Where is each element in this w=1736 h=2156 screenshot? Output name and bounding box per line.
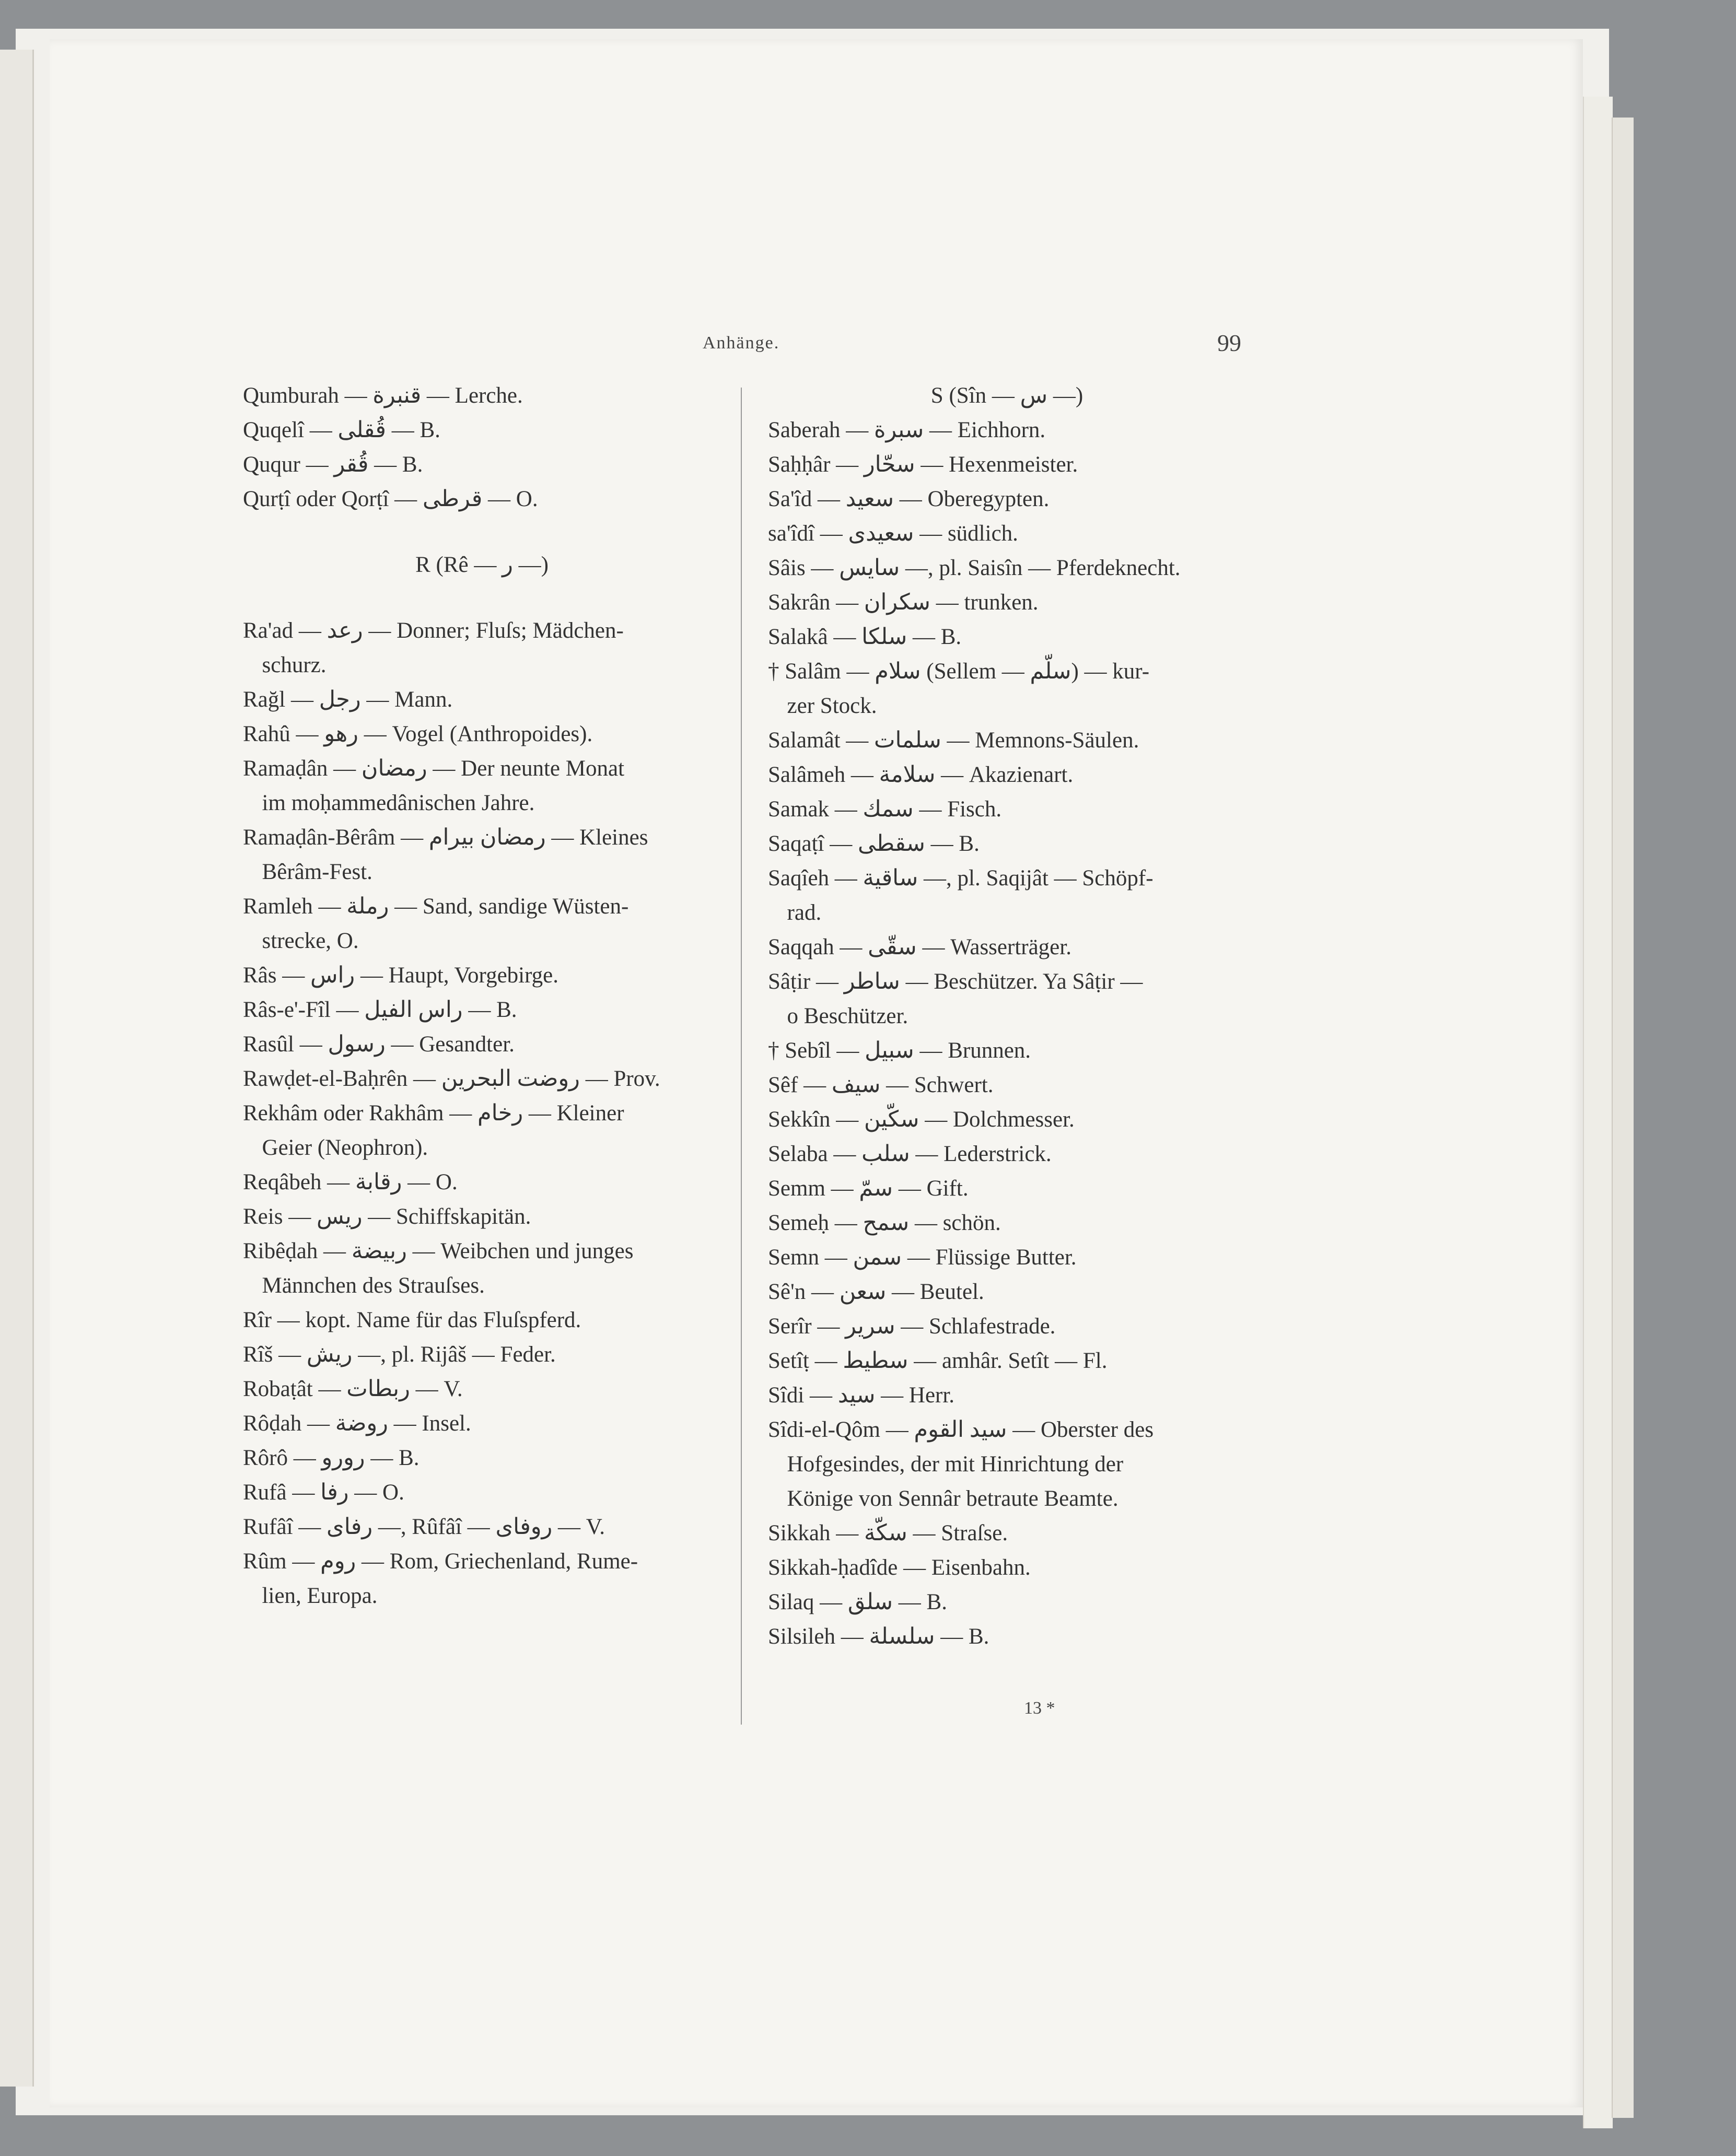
glossary-entry: Setîṭ — سطيط — amhâr. Setît — Fl. [768, 1349, 1108, 1373]
glossary-entry: Ramleh — رملة — Sand, sandige Wüsten- [243, 894, 629, 919]
section-heading: S (Sîn — س —) [930, 383, 1083, 408]
glossary-entry: Rîš — ريش —, pl. Rijâš — Feder. [243, 1342, 556, 1367]
glossary-entry: Samak — سمك — Fisch. [768, 797, 1002, 822]
glossary-entry: Saqîeh — ساقية —, pl. Saqijât — Schöpf- [768, 866, 1154, 890]
entry-continuation: Könige von Sennâr betraute Beamte. [787, 1486, 1119, 1511]
glossary-entry: Rawḍet-el-Baḥrên — روضت البحرين — Prov. [243, 1067, 660, 1091]
glossary-entry: sa'îdî — سعيدى — südlich. [768, 521, 1018, 546]
entry-continuation: Hofgesindes, der mit Hinrichtung der [787, 1452, 1124, 1477]
glossary-entry: Rôḍah — روضة — Insel. [243, 1411, 471, 1436]
glossary-entry: Qumburah — قنبرة — Lerche. [243, 383, 523, 408]
glossary-entry: Saqqah — سقّى — Wasserträger. [768, 935, 1071, 959]
entry-continuation: Geier (Neophron). [262, 1135, 428, 1160]
glossary-entry: Saqaṭî — سقطى — B. [768, 831, 980, 856]
glossary-entry: Sêf — سيف — Schwert. [768, 1073, 994, 1097]
column-rule [741, 388, 742, 1725]
entry-continuation: Männchen des Strauſses. [262, 1273, 485, 1298]
left-column [243, 379, 721, 1613]
page-number: 99 [1217, 330, 1241, 356]
section-heading: R (Rê — ر —) [415, 553, 549, 577]
page-stack-edge-outer [1612, 118, 1634, 2118]
entry-continuation: zer Stock. [787, 694, 877, 718]
glossary-entry: Qurṭî oder Qorṭî — قرطى — O. [243, 487, 538, 511]
facing-page-edge [0, 50, 34, 2087]
glossary-entry: Sîdi-el-Qôm — سيد القوم — Oberster des [768, 1417, 1154, 1442]
glossary-entry: Ramaḍân — رمضان — Der neunte Monat [243, 756, 625, 781]
glossary-entry: Saḥḥâr — سحّار — Hexenmeister. [768, 452, 1078, 477]
glossary-entry: Salakâ — سلكا — B. [768, 625, 962, 649]
glossary-entry: Sekkîn — سكّين — Dolchmesser. [768, 1107, 1075, 1132]
glossary-entry: Ra'ad — رعد — Donner; Fluſs; Mädchen- [243, 618, 624, 643]
spacer [243, 517, 721, 548]
glossary-entry: Sikkah-ḥadîde — Eisenbahn. [768, 1555, 1031, 1580]
glossary-entry: Rekhâm oder Rakhâm — رخام — Kleiner [243, 1101, 624, 1126]
glossary-entry: Sê'n — سعن — Beutel. [768, 1280, 984, 1304]
glossary-entry: Robaṭât — ربطات — V. [243, 1377, 463, 1401]
glossary-entry: Rahû — رهو — Vogel (Anthropoides). [243, 722, 593, 746]
glossary-entry: Quqelî — قُقلى — B. [243, 418, 440, 442]
glossary-entry: Râs-e'-Fîl — راس الفيل — B. [243, 998, 517, 1022]
entry-continuation: schurz. [262, 653, 327, 677]
glossary-entry: Rağl — رجل — Mann. [243, 687, 453, 712]
glossary-entry: Reis — ريس — Schiffskapitän. [243, 1204, 531, 1229]
glossary-entry: Rufâî — رفاى —, Rûfâî — روفاى — V. [243, 1515, 605, 1539]
glossary-entry: Rasûl — رسول — Gesandter. [243, 1032, 515, 1057]
glossary-entry: Ribêḍah — ربيضة — Weibchen und junges [243, 1239, 634, 1263]
glossary-entry: Ququr — قُقر — B. [243, 452, 423, 477]
page-stack-edge [1583, 97, 1613, 2128]
running-head: Anhänge. [703, 333, 780, 353]
glossary-entry: Ramaḍân-Bêrâm — رمضان بيرام — Kleines [243, 825, 648, 850]
entry-continuation: Bêrâm-Fest. [262, 860, 372, 884]
glossary-entry: Râs — راس — Haupt, Vorgebirge. [243, 963, 558, 988]
glossary-entry: Sa'îd — سعيد — Oberegypten. [768, 487, 1050, 511]
glossary-entry: Sâṭir — ساطر — Beschützer. Ya Sâṭir — [768, 969, 1143, 994]
glossary-entry: Reqâbeh — رقابة — O. [243, 1170, 458, 1194]
glossary-entry: Sikkah — سكّة — Straſse. [768, 1521, 1008, 1545]
entry-continuation: im moḥammedânischen Jahre. [262, 791, 535, 815]
entry-continuation: o Beschützer. [787, 1004, 908, 1028]
glossary-entry: Sîdi — سيد — Herr. [768, 1383, 955, 1408]
glossary-entry: Rufâ — رفا — O. [243, 1480, 404, 1505]
glossary-entry: Silsileh — سلسلة — B. [768, 1624, 989, 1649]
glossary-entry: † Salâm — سلام (Sellem — سلّم) — kur- [768, 659, 1150, 684]
glossary-entry: Rûm — روم — Rom, Griechenland, Rume- [243, 1549, 638, 1574]
spacer [243, 582, 721, 614]
right-column [768, 379, 1246, 1654]
signature-mark: 13 * [1024, 1698, 1055, 1718]
entry-continuation: lien, Europa. [262, 1584, 378, 1608]
glossary-entry: Semm — سمّ — Gift. [768, 1176, 969, 1201]
glossary-entry: Rîr — kopt. Name für das Fluſspferd. [243, 1308, 581, 1332]
glossary-entry: Semeḥ — سمح — schön. [768, 1211, 1001, 1235]
glossary-entry: † Sebîl — سبيل — Brunnen. [768, 1038, 1031, 1063]
glossary-entry: Semn — سمن — Flüssige Butter. [768, 1245, 1077, 1270]
glossary-entry: Saberah — سبرة — Eichhorn. [768, 418, 1046, 442]
glossary-entry: Silaq — سلق — B. [768, 1590, 947, 1614]
glossary-entry: Sâis — سايس —, pl. Saisîn — Pferdeknecht. [768, 556, 1181, 580]
glossary-entry: Salâmeh — سلامة — Akazienart. [768, 763, 1074, 787]
glossary-entry: Salamât — سلمات — Memnons-Säulen. [768, 728, 1139, 753]
entry-continuation: rad. [787, 900, 822, 925]
glossary-entry: Selaba — سلب — Lederstrick. [768, 1142, 1052, 1166]
glossary-entry: Rôrô — رورو — B. [243, 1446, 420, 1470]
entry-continuation: strecke, O. [262, 929, 359, 953]
glossary-entry: Serîr — سرير — Schlafestrade. [768, 1314, 1056, 1339]
glossary-entry: Sakrân — سكران — trunken. [768, 590, 1039, 615]
